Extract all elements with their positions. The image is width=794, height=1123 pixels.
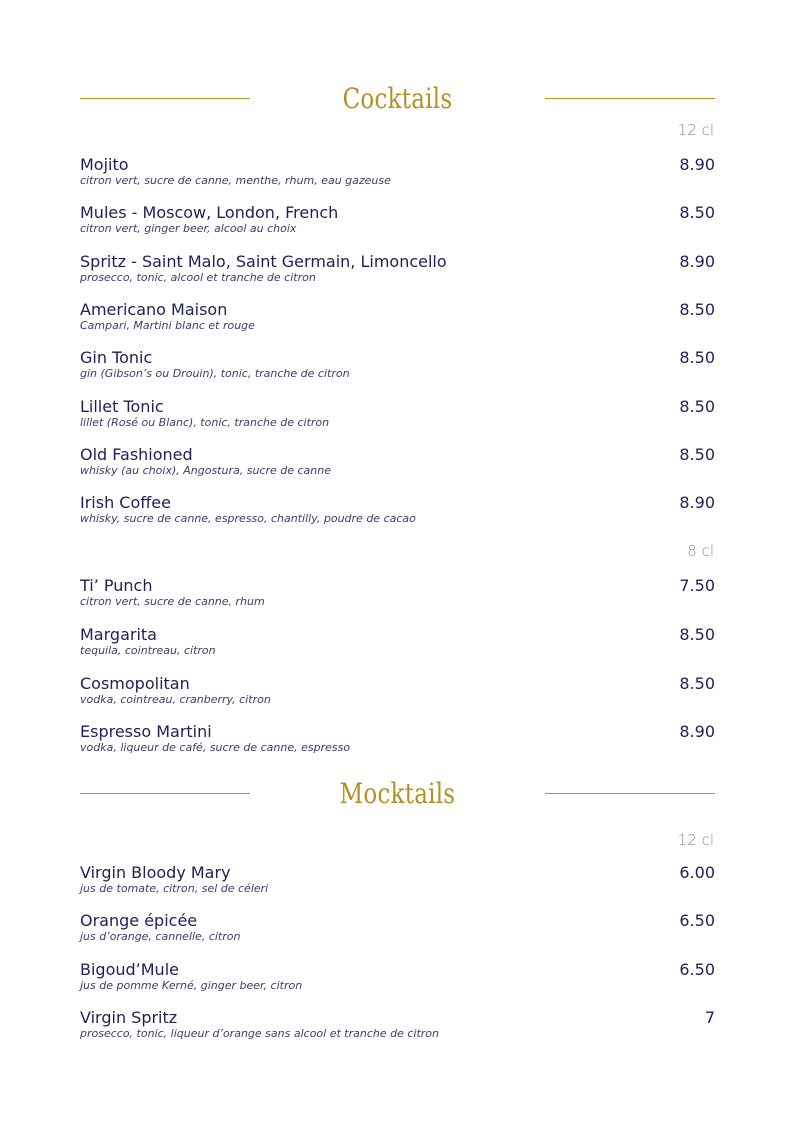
item-price: 6.50 bbox=[679, 960, 715, 979]
menu-item bbox=[80, 203, 715, 243]
header-rule-right bbox=[545, 793, 715, 794]
item-price: 8.50 bbox=[679, 348, 715, 367]
menu-item bbox=[80, 445, 715, 485]
item-price: 7.50 bbox=[679, 576, 715, 595]
item-price: 8.90 bbox=[679, 155, 715, 174]
item-price: 8.90 bbox=[679, 722, 715, 741]
item-description: gin (Gibson’s ou Drouin), tonic, tranche de citron bbox=[80, 367, 350, 380]
menu-item bbox=[80, 300, 715, 340]
menu-item bbox=[80, 863, 715, 903]
item-description: whisky (au choix), Angostura, sucre de canne bbox=[80, 464, 331, 477]
item-price: 6.50 bbox=[679, 911, 715, 930]
header-rule-right bbox=[545, 98, 715, 99]
item-price: 8.90 bbox=[679, 493, 715, 512]
item-name: Irish Coffee bbox=[80, 493, 171, 512]
menu-item bbox=[80, 576, 715, 616]
item-price: 8.50 bbox=[679, 397, 715, 416]
menu-item bbox=[80, 674, 715, 714]
item-name: Mules - Moscow, London, French bbox=[80, 203, 339, 222]
volume-label-12cl: 12 cl bbox=[677, 831, 714, 849]
item-price: 8.50 bbox=[679, 203, 715, 222]
item-description: prosecco, tonic, liqueur d’orange sans alcool et tranche de citron bbox=[80, 1027, 440, 1040]
mocktails-title: Mocktails bbox=[339, 777, 456, 810]
menu-item bbox=[80, 397, 715, 437]
item-name: Cosmopolitan bbox=[80, 674, 190, 693]
volume-label-12cl: 12 cl bbox=[677, 121, 714, 139]
item-description: tequila, cointreau, citron bbox=[80, 644, 216, 657]
item-price: 8.50 bbox=[679, 674, 715, 693]
menu-item bbox=[80, 1008, 715, 1048]
menu-item bbox=[80, 493, 715, 533]
item-description: prosecco, tonic, alcool et tranche de citron bbox=[80, 271, 316, 284]
item-description: jus d’orange, cannelle, citron bbox=[80, 930, 241, 943]
item-name: Bigoud’Mule bbox=[80, 960, 179, 979]
item-name: Old Fashioned bbox=[80, 445, 193, 464]
item-name: Ti’ Punch bbox=[80, 576, 153, 595]
item-name: Espresso Martini bbox=[80, 722, 212, 741]
item-description: vodka, liqueur de café, sucre de canne, espresso bbox=[80, 741, 351, 754]
item-description: whisky, sucre de canne, espresso, chantilly, poudre de cacao bbox=[80, 512, 416, 525]
item-name: Lillet Tonic bbox=[80, 397, 164, 416]
item-name: Americano Maison bbox=[80, 300, 228, 319]
item-name: Virgin Spritz bbox=[80, 1008, 178, 1027]
volume-label-8cl: 8 cl bbox=[687, 542, 714, 560]
item-price: 8.90 bbox=[679, 252, 715, 271]
item-description: jus de tomate, citron, sel de céleri bbox=[80, 882, 269, 895]
item-name: Gin Tonic bbox=[80, 348, 153, 367]
item-description: lillet (Rosé ou Blanc), tonic, tranche de citron bbox=[80, 416, 330, 429]
item-price: 7 bbox=[704, 1008, 715, 1027]
item-price: 8.50 bbox=[679, 300, 715, 319]
item-price: 8.50 bbox=[679, 625, 715, 644]
menu-item bbox=[80, 911, 715, 951]
item-name: Virgin Bloody Mary bbox=[80, 863, 231, 882]
item-name: Mojito bbox=[80, 155, 129, 174]
item-name: Spritz - Saint Malo, Saint Germain, Limoncello bbox=[80, 252, 447, 271]
menu-item bbox=[80, 155, 715, 195]
menu-item bbox=[80, 722, 715, 762]
mocktails-header bbox=[80, 774, 715, 814]
item-description: citron vert, sucre de canne, rhum bbox=[80, 595, 265, 608]
item-price: 6.00 bbox=[679, 863, 715, 882]
menu-item bbox=[80, 348, 715, 388]
menu-item bbox=[80, 960, 715, 1000]
item-description: Campari, Martini blanc et rouge bbox=[80, 319, 255, 332]
item-name: Margarita bbox=[80, 625, 157, 644]
menu-item bbox=[80, 625, 715, 665]
item-description: jus de pomme Kerné, ginger beer, citron bbox=[80, 979, 303, 992]
menu-item bbox=[80, 252, 715, 292]
cocktails-title: Cocktails bbox=[342, 82, 453, 115]
cocktails-header bbox=[80, 79, 715, 119]
item-name: Orange épicée bbox=[80, 911, 198, 930]
item-description: citron vert, ginger beer, alcool au choix bbox=[80, 222, 297, 235]
item-description: vodka, cointreau, cranberry, citron bbox=[80, 693, 271, 706]
item-description: citron vert, sucre de canne, menthe, rhum, eau gazeuse bbox=[80, 174, 391, 187]
item-price: 8.50 bbox=[679, 445, 715, 464]
